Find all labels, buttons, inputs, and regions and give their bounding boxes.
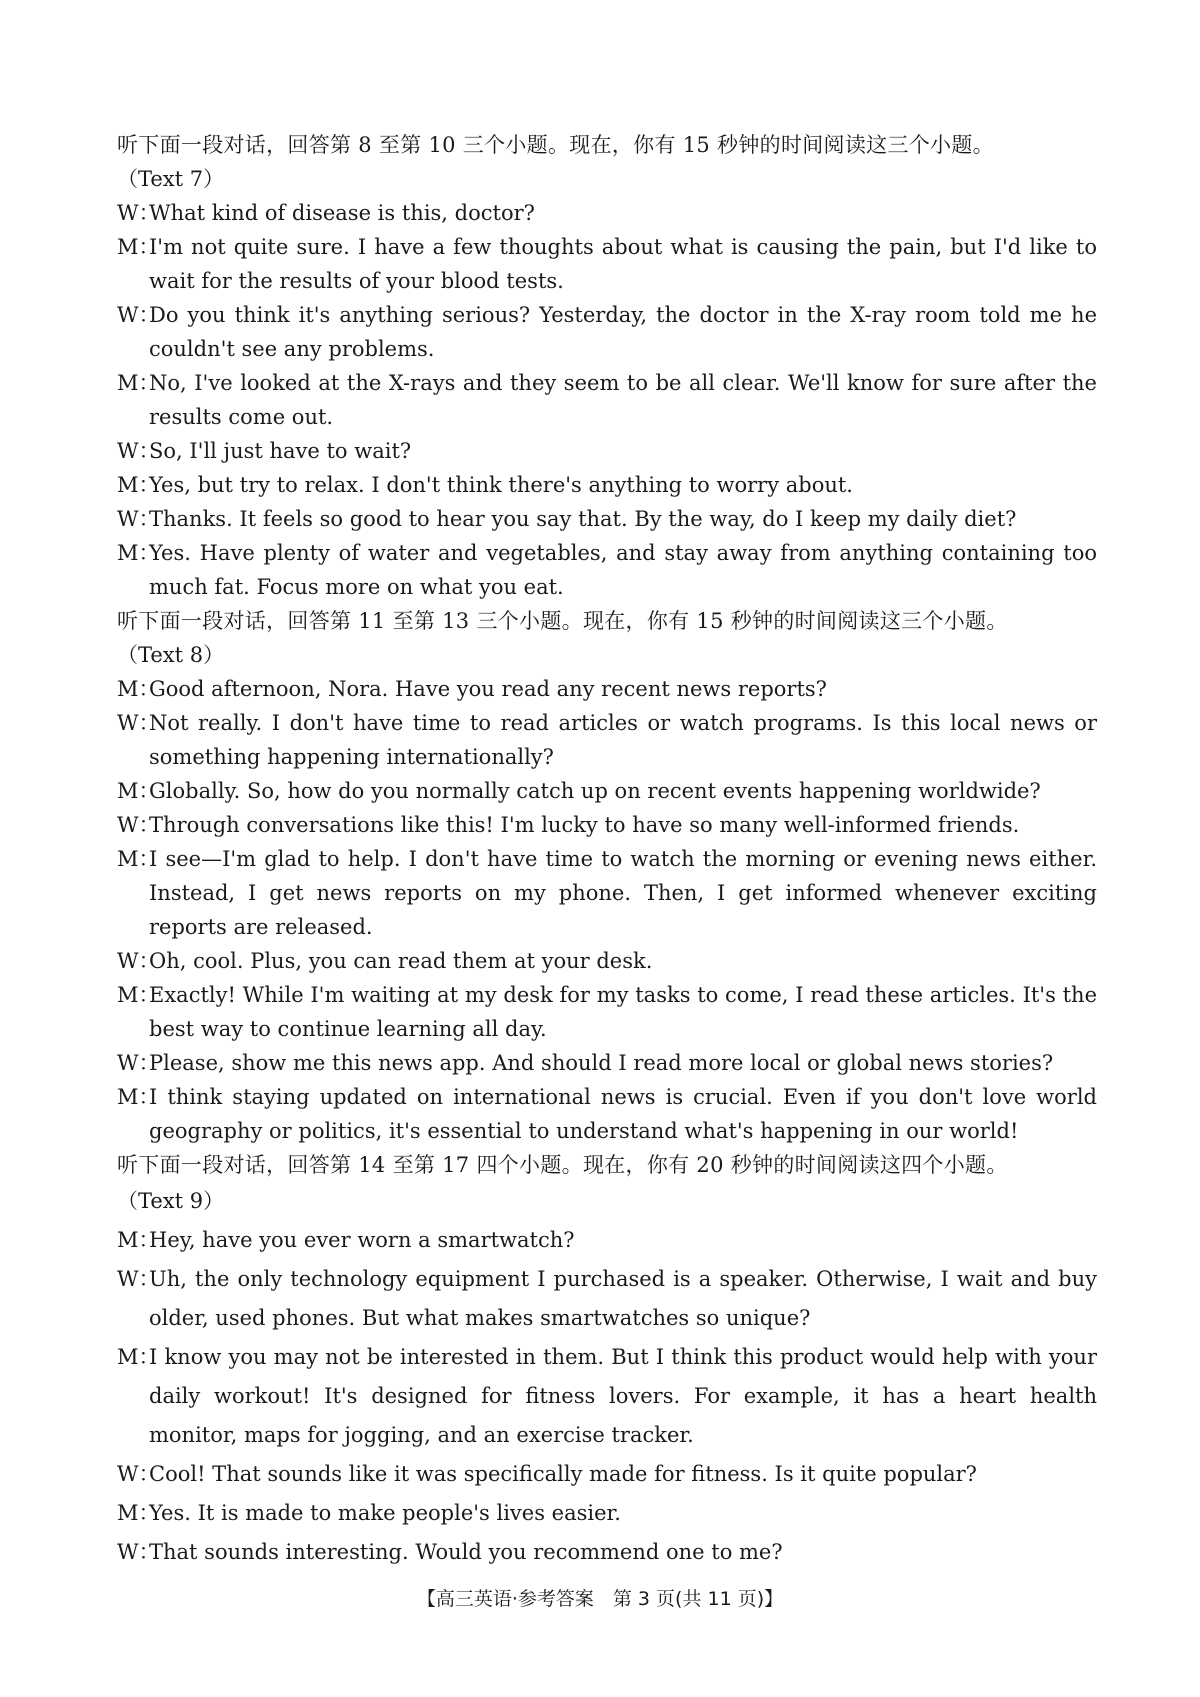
dialogue-line	[117, 1260, 1097, 1338]
speaker-label: M：	[117, 541, 160, 565]
speaker-label: W：	[117, 1051, 160, 1075]
dialogue-text: Exactly! While I'm waiting at my desk for my tasks to come, I read these articles. It's the best way to continue learning all day.	[149, 983, 1097, 1041]
speaker-label: W：	[117, 1267, 160, 1291]
speaker-label: M：	[117, 473, 160, 497]
dialogue-line	[117, 196, 1097, 230]
dialogue-text: Yes, but try to relax. I don't think there's anything to worry about.	[149, 473, 853, 497]
dialogue-text: Not really. I don't have time to read articles or watch programs. Is this local news or something happening internationally?	[149, 711, 1097, 769]
dialogue-text: Uh, the only technology equipment I purchased is a speaker. Otherwise, I wait and buy older, used phones. But what makes smartwatches so unique?	[149, 1267, 1097, 1330]
dialogue-text: Through conversations like this! I'm lucky to have so many well-informed friends.	[149, 813, 1020, 837]
dialogue-line	[117, 366, 1097, 434]
dialogue-text: Globally. So, how do you normally catch up on recent events happening worldwide?	[149, 779, 1041, 803]
section-instruction: 听下面一段对话，回答第 8 至第 10 三个小题。现在，你有 15 秒钟的时间阅读这三个小题。	[117, 133, 994, 157]
dialogue-line	[117, 468, 1097, 502]
speaker-label: M：	[117, 1345, 160, 1369]
dialogue-line	[117, 808, 1097, 842]
dialogue	[117, 196, 1097, 604]
dialogue-line	[117, 1494, 1097, 1533]
dialogue-text: Oh, cool. Plus, you can read them at your desk.	[149, 949, 653, 973]
speaker-label: W：	[117, 813, 160, 837]
speaker-label: W：	[117, 507, 160, 531]
dialogue-text: Hey, have you ever worn a smartwatch?	[149, 1228, 575, 1252]
dialogue-text: Please, show me this news app. And should I read more local or global news stories?	[149, 1051, 1054, 1075]
dialogue	[117, 672, 1097, 1148]
speaker-label: M：	[117, 847, 160, 871]
dialogue-text: So, I'll just have to wait?	[149, 439, 412, 463]
speaker-label: W：	[117, 711, 160, 735]
dialogue-line	[117, 502, 1097, 536]
dialogue-text: Cool! That sounds like it was specifically made for fitness. Is it quite popular?	[149, 1462, 977, 1486]
dialogue-text: I know you may not be interested in them. But I think this product would help with your daily workout! It's designed for fitness lovers. For example, it has a heart health monitor, maps for jogging, and an exercise tracker.	[149, 1345, 1097, 1447]
dialogue-text: Do you think it's anything serious? Yesterday, the doctor in the X-ray room told me he couldn't see any problems.	[149, 303, 1097, 361]
section-text-9	[117, 1148, 1097, 1572]
dialogue-line	[117, 672, 1097, 706]
dialogue-line	[117, 1080, 1097, 1148]
dialogue-text: What kind of disease is this, doctor?	[149, 201, 535, 225]
text-label: （Text 7）	[117, 167, 225, 191]
dialogue	[117, 1221, 1097, 1572]
dialogue-text: That sounds interesting. Would you recommend one to me?	[149, 1540, 783, 1564]
speaker-label: W：	[117, 949, 160, 973]
dialogue-text: Thanks. It feels so good to hear you say that. By the way, do I keep my daily diet?	[149, 507, 1017, 531]
dialogue-text: I'm not quite sure. I have a few thoughts about what is causing the pain, but I'd like to wait for the results of your blood tests.	[149, 235, 1097, 293]
section-instruction: 听下面一段对话，回答第 14 至第 17 四个小题。现在，你有 20 秒钟的时间阅读这四个小题。	[117, 1153, 1008, 1177]
dialogue-line	[117, 434, 1097, 468]
section-text-8	[117, 604, 1097, 1148]
speaker-label: M：	[117, 779, 160, 803]
dialogue-text: Yes. It is made to make people's lives easier.	[149, 1501, 621, 1525]
text-label: （Text 9）	[117, 1189, 225, 1213]
section-text-7	[117, 128, 1097, 604]
speaker-label: M：	[117, 1501, 160, 1525]
speaker-label: M：	[117, 1228, 160, 1252]
dialogue-line	[117, 1046, 1097, 1080]
dialogue-line	[117, 536, 1097, 604]
section-instruction: 听下面一段对话，回答第 11 至第 13 三个小题。现在，你有 15 秒钟的时间阅读这三个小题。	[117, 609, 1008, 633]
text-label: （Text 8）	[117, 643, 225, 667]
dialogue-text: Good afternoon, Nora. Have you read any recent news reports?	[149, 677, 827, 701]
dialogue-text: No, I've looked at the X-rays and they seem to be all clear. We'll know for sure after the results come out.	[149, 371, 1097, 429]
speaker-label: M：	[117, 677, 160, 701]
dialogue-line	[117, 978, 1097, 1046]
dialogue-line	[117, 706, 1097, 774]
dialogue-line	[117, 1455, 1097, 1494]
speaker-label: W：	[117, 1540, 160, 1564]
dialogue-line	[117, 842, 1097, 944]
dialogue-line	[117, 1533, 1097, 1572]
dialogue-text: I see—I'm glad to help. I don't have time to watch the morning or evening news either. Instead, I get news reports on my phone. Then, I get informed whenever exciting reports are released.	[149, 847, 1097, 939]
speaker-label: M：	[117, 371, 160, 395]
speaker-label: M：	[117, 235, 160, 259]
dialogue-line	[117, 944, 1097, 978]
page-footer: 【高三英语·参考答案 第 3 页(共 11 页)】	[416, 1588, 784, 1610]
dialogue-line	[117, 1338, 1097, 1455]
document-body	[117, 128, 1097, 1572]
dialogue-line	[117, 1221, 1097, 1260]
speaker-label: M：	[117, 1085, 160, 1109]
speaker-label: W：	[117, 303, 160, 327]
dialogue-line	[117, 230, 1097, 298]
dialogue-line	[117, 774, 1097, 808]
speaker-label: W：	[117, 439, 160, 463]
dialogue-line	[117, 298, 1097, 366]
dialogue-text: I think staying updated on international news is crucial. Even if you don't love world geography or politics, it's essential to understand what's happening in our world!	[149, 1085, 1097, 1143]
speaker-label: M：	[117, 983, 160, 1007]
dialogue-text: Yes. Have plenty of water and vegetables, and stay away from anything containing too much fat. Focus more on what you eat.	[149, 541, 1097, 599]
speaker-label: W：	[117, 1462, 160, 1486]
speaker-label: W：	[117, 201, 160, 225]
